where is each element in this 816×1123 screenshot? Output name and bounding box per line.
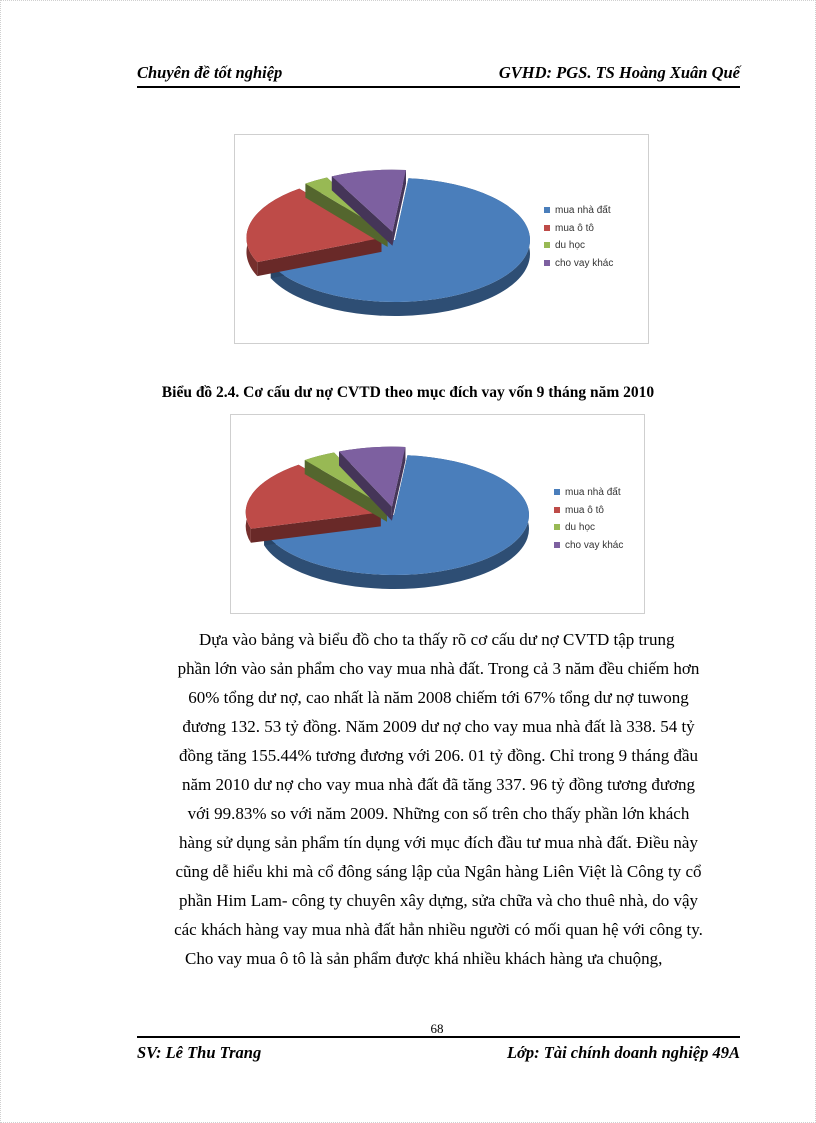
para-line: các khách hàng vay mua nhà đất hẳn nhiều người có mối quan hệ với công ty. — [174, 920, 703, 939]
header-right: GVHD: PGS. TS Hoàng Xuân Quế — [498, 63, 740, 82]
legend-label: mua nhà đất — [565, 487, 621, 498]
legend-swatch — [554, 507, 560, 513]
pie-chart-2 — [230, 414, 645, 614]
body-paragraph — [137, 625, 740, 973]
para-line: Cho vay mua ô tô là sản phẩm được khá nhiều khách hàng ưa chuộng, — [185, 949, 663, 968]
para-line: đồng tăng 155.44% tương đương với 206. 01 tỷ đồng. Chỉ trong 9 tháng đầu — [178, 746, 698, 765]
page-header — [137, 60, 740, 88]
legend-swatch — [554, 524, 560, 530]
legend-label: cho vay khác — [565, 539, 624, 551]
header-left: Chuyên đề tốt nghiệp — [137, 63, 283, 82]
legend-item — [554, 505, 623, 523]
para-line: đương 132. 53 tỷ đồng. Năm 2009 dư nợ cho vay mua nhà đất là 338. 54 tỷ — [182, 717, 695, 736]
pie-chart-1-legend — [544, 205, 613, 275]
pie-chart-1 — [234, 134, 649, 344]
para-line: phần Him Lam- công ty chuyên xây dựng, sửa chữa và cho thuê nhà, do vậy — [178, 891, 699, 910]
legend-item — [554, 522, 623, 540]
footer-right: Lớp: Tài chính doanh nghiệp 49A — [506, 1043, 740, 1062]
para-line: Dựa vào bảng và biểu đồ cho ta thấy rõ cơ cấu dư nợ CVTD tập trung — [199, 630, 675, 649]
legend-label: mua ô tô — [555, 222, 594, 234]
chart-caption: Biểu đồ 2.4. Cơ cấu dư nợ CVTD theo mục đích vay vốn 9 tháng năm 2010 — [161, 384, 655, 401]
para-line: năm 2010 dư nợ cho vay mua nhà đất đã tăng 337. 96 tỷ đồng tương đương — [181, 775, 696, 794]
para-line: phần lớn vào sản phẩm cho vay mua nhà đất. Trong cả 3 năm đều chiếm hơn — [177, 659, 700, 678]
legend-swatch — [544, 260, 550, 266]
legend-item — [544, 205, 613, 223]
legend-item — [554, 540, 623, 558]
legend-item — [554, 487, 623, 505]
legend-swatch — [554, 489, 560, 495]
para-line: 60% tổng dư nợ, cao nhất là năm 2008 chiếm tới 67% tổng dư nợ tuwong — [188, 688, 689, 707]
para-line: với 99.83% so với năm 2009. Những con số trên cho thấy phần lớn khách — [187, 804, 690, 823]
footer-left: SV: Lê Thu Trang — [137, 1043, 262, 1062]
page-number: 68 — [430, 1021, 444, 1036]
legend-swatch — [544, 242, 550, 248]
legend-label: mua ô tô — [565, 504, 604, 516]
legend-item — [544, 223, 613, 241]
pie-chart-2-legend — [554, 487, 623, 557]
legend-label: cho vay khác — [555, 257, 614, 269]
para-line: hàng sử dụng sản phẩm tín dụng với mục đích đầu tư mua nhà đất. Điều này — [179, 833, 698, 852]
legend-label: du học — [555, 240, 586, 251]
legend-label: du học — [565, 522, 596, 533]
legend-label: mua nhà đất — [555, 205, 611, 216]
legend-item — [544, 240, 613, 258]
legend-item — [544, 258, 613, 276]
legend-swatch — [544, 225, 550, 231]
para-line: cũng dễ hiểu khi mà cổ đông sáng lập của Ngân hàng Liên Việt là Công ty cổ — [175, 862, 702, 881]
footer-rule — [137, 1036, 740, 1038]
legend-swatch — [554, 542, 560, 548]
legend-swatch — [544, 207, 550, 213]
